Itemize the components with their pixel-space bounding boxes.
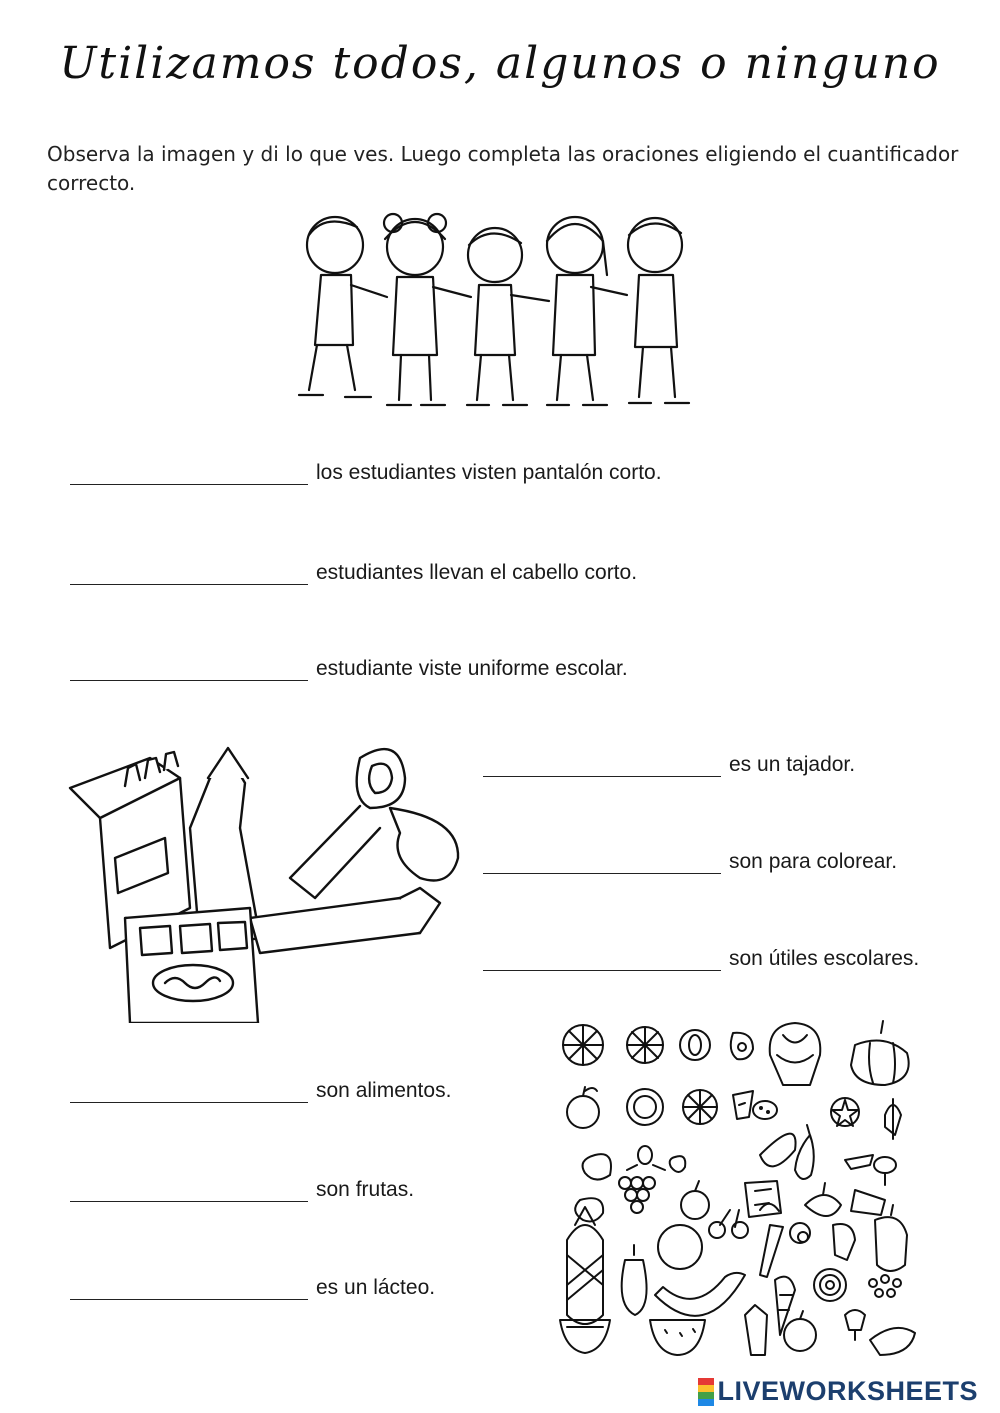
food-icons-illustration xyxy=(555,1015,925,1360)
logo-stripe-red xyxy=(698,1378,714,1385)
logo-stripe-yellow xyxy=(698,1385,714,1392)
brand-text: LIVEWORKSHEETS xyxy=(717,1376,978,1406)
sentence-supplies-2 xyxy=(483,849,897,874)
children-line-illustration xyxy=(285,205,715,420)
liveworksheets-brand xyxy=(698,1376,978,1407)
answer-blank-supplies-2[interactable] xyxy=(483,849,721,874)
sentence-kids-3 xyxy=(70,656,628,681)
sentence-text: es un tajador. xyxy=(729,753,856,776)
sentence-food-2 xyxy=(70,1177,414,1202)
sentence-text: son para colorear. xyxy=(729,850,898,873)
logo-stripe-blue xyxy=(698,1399,714,1406)
answer-blank-food-2[interactable] xyxy=(70,1177,308,1202)
answer-blank-kids-1[interactable] xyxy=(70,460,308,485)
sentence-text: son útiles escolares. xyxy=(729,947,920,970)
brand-logo-icon xyxy=(698,1378,714,1406)
answer-blank-food-1[interactable] xyxy=(70,1078,308,1103)
answer-blank-food-3[interactable] xyxy=(70,1275,308,1300)
sentence-text: los estudiantes visten pantalón corto. xyxy=(316,461,662,484)
sentence-text: son alimentos. xyxy=(316,1079,452,1102)
sentence-text: estudiantes llevan el cabello corto. xyxy=(316,561,638,584)
answer-blank-kids-3[interactable] xyxy=(70,656,308,681)
sentence-text: es un lácteo. xyxy=(316,1276,436,1299)
sentence-food-1 xyxy=(70,1078,451,1103)
sentence-supplies-3 xyxy=(483,946,919,971)
answer-blank-supplies-1[interactable] xyxy=(483,752,721,777)
sentence-food-3 xyxy=(70,1275,435,1300)
instructions-text: Observa la imagen y di lo que ves. Luego completa las oraciones eligiendo el cuantificador correcto. xyxy=(47,142,959,195)
sentence-kids-2 xyxy=(70,560,637,585)
school-supplies-illustration xyxy=(60,738,470,1023)
sentence-supplies-1 xyxy=(483,752,855,777)
sentence-text: estudiante viste uniforme escolar. xyxy=(316,657,628,680)
answer-blank-supplies-3[interactable] xyxy=(483,946,721,971)
logo-stripe-green xyxy=(698,1392,714,1399)
worksheet-title: Utilizamos todos, algunos o ninguno xyxy=(59,38,941,89)
sentence-kids-1 xyxy=(70,460,662,485)
answer-blank-kids-2[interactable] xyxy=(70,560,308,585)
sentence-text: son frutas. xyxy=(316,1178,415,1201)
